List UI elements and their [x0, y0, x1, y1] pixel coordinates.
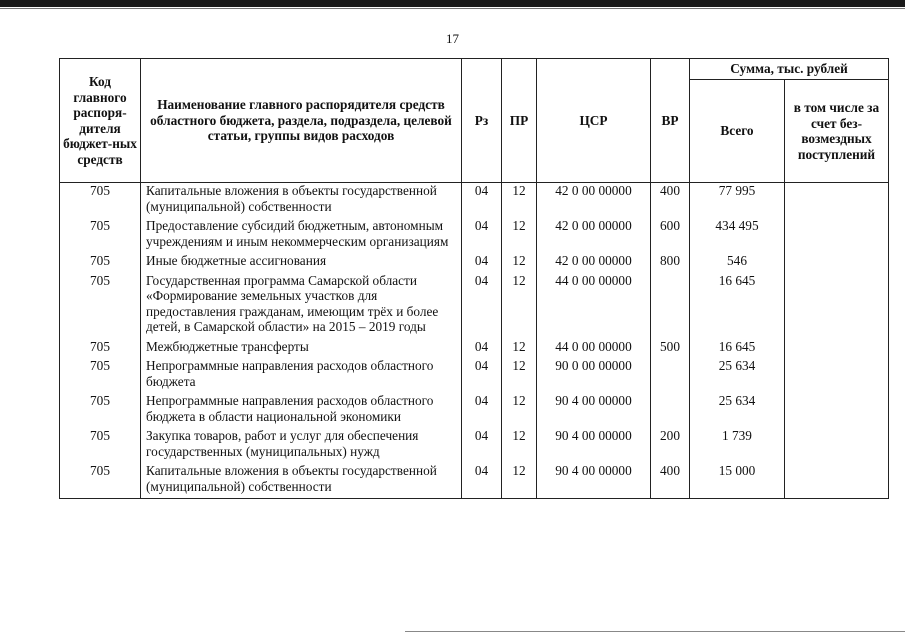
cell-total: 15 000: [690, 463, 785, 499]
table-row: [60, 393, 889, 428]
header-code: Код главного распоря-дителя бюджет-ных средств: [60, 59, 141, 183]
cell-code: 705: [60, 358, 141, 393]
cell-total: 77 995: [690, 183, 785, 219]
cell-code: 705: [60, 253, 141, 273]
cell-gratuitous: [785, 463, 889, 499]
cell-rz: 04: [462, 428, 502, 463]
cell-pr: 12: [502, 339, 537, 359]
cell-code: 705: [60, 393, 141, 428]
cell-vr: [651, 393, 690, 428]
cell-gratuitous: [785, 183, 889, 219]
cell-csr: 90 4 00 00000: [537, 393, 651, 428]
scan-top-border-thin: [0, 8, 905, 9]
cell-code: 705: [60, 339, 141, 359]
page-number: 17: [446, 31, 459, 46]
cell-pr: 12: [502, 463, 537, 499]
cell-gratuitous: [785, 253, 889, 273]
cell-code: 705: [60, 428, 141, 463]
cell-name: Иные бюджетные ассигнования: [141, 253, 462, 273]
cell-pr: 12: [502, 428, 537, 463]
cell-csr: 42 0 00 00000: [537, 218, 651, 253]
cell-pr: 12: [502, 393, 537, 428]
cell-rz: 04: [462, 358, 502, 393]
cell-csr: 90 4 00 00000: [537, 463, 651, 499]
cell-rz: 04: [462, 218, 502, 253]
cell-name: Предоставление субсидий бюджетным, автономным учреждениям и иным некоммерческим организациям: [141, 218, 462, 253]
cell-gratuitous: [785, 428, 889, 463]
cell-name: Непрограммные направления расходов областного бюджета: [141, 358, 462, 393]
cell-vr: 600: [651, 218, 690, 253]
cell-gratuitous: [785, 339, 889, 359]
cell-csr: 44 0 00 00000: [537, 273, 651, 339]
table-body: [60, 183, 889, 499]
cell-rz: 04: [462, 393, 502, 428]
scan-top-border: [0, 0, 905, 7]
cell-name: Государственная программа Самарской области «Формирование земельных участков для предоставления гражданам, имеющим трёх и более детей, в Самарской области» на 2015 – 2019 годы: [141, 273, 462, 339]
budget-table: [59, 58, 889, 499]
cell-code: 705: [60, 463, 141, 499]
header-vr: ВР: [651, 59, 690, 183]
cell-csr: 44 0 00 00000: [537, 339, 651, 359]
cell-rz: 04: [462, 253, 502, 273]
cell-csr: 42 0 00 00000: [537, 183, 651, 219]
cell-rz: 04: [462, 339, 502, 359]
cell-pr: 12: [502, 253, 537, 273]
cell-gratuitous: [785, 218, 889, 253]
cell-name: Капитальные вложения в объекты государственной (муниципальной) собственности: [141, 183, 462, 219]
cell-rz: 04: [462, 273, 502, 339]
cell-name: Непрограммные направления расходов областного бюджета в области национальной экономики: [141, 393, 462, 428]
cell-csr: 42 0 00 00000: [537, 253, 651, 273]
cell-gratuitous: [785, 393, 889, 428]
cell-pr: 12: [502, 183, 537, 219]
cell-pr: 12: [502, 273, 537, 339]
header-gratuitous: в том числе за счет без-возмездных поступлений: [785, 80, 889, 183]
cell-vr: [651, 358, 690, 393]
table-row: [60, 183, 889, 219]
cell-pr: 12: [502, 358, 537, 393]
cell-code: 705: [60, 273, 141, 339]
cell-csr: 90 0 00 00000: [537, 358, 651, 393]
scan-bottom-line: [405, 631, 905, 632]
cell-name: Межбюджетные трансферты: [141, 339, 462, 359]
cell-name: Закупка товаров, работ и услуг для обеспечения государственных (муниципальных) нужд: [141, 428, 462, 463]
cell-code: 705: [60, 218, 141, 253]
cell-vr: 400: [651, 183, 690, 219]
cell-total: 16 645: [690, 273, 785, 339]
cell-gratuitous: [785, 273, 889, 339]
table-row: [60, 463, 889, 499]
header-sum-group: Сумма, тыс. рублей: [690, 59, 889, 80]
cell-rz: 04: [462, 463, 502, 499]
header-csr: ЦСР: [537, 59, 651, 183]
header-rz: Рз: [462, 59, 502, 183]
cell-vr: 400: [651, 463, 690, 499]
cell-vr: [651, 273, 690, 339]
table-row: [60, 358, 889, 393]
cell-total: 1 739: [690, 428, 785, 463]
table-row: [60, 428, 889, 463]
cell-total: 546: [690, 253, 785, 273]
cell-vr: 200: [651, 428, 690, 463]
header-name: Наименование главного распорядителя средств областного бюджета, раздела, подраздела, целевой статьи, группы видов расходов: [141, 59, 462, 183]
cell-rz: 04: [462, 183, 502, 219]
header-total: Всего: [690, 80, 785, 183]
table-row: [60, 253, 889, 273]
cell-vr: 800: [651, 253, 690, 273]
table-row: [60, 218, 889, 253]
table-row: [60, 339, 889, 359]
cell-gratuitous: [785, 358, 889, 393]
cell-code: 705: [60, 183, 141, 219]
cell-total: 434 495: [690, 218, 785, 253]
cell-total: 25 634: [690, 358, 785, 393]
cell-total: 16 645: [690, 339, 785, 359]
cell-csr: 90 4 00 00000: [537, 428, 651, 463]
header-pr: ПР: [502, 59, 537, 183]
cell-name: Капитальные вложения в объекты государственной (муниципальной) собственности: [141, 463, 462, 499]
table-row: [60, 273, 889, 339]
cell-pr: 12: [502, 218, 537, 253]
cell-total: 25 634: [690, 393, 785, 428]
cell-vr: 500: [651, 339, 690, 359]
